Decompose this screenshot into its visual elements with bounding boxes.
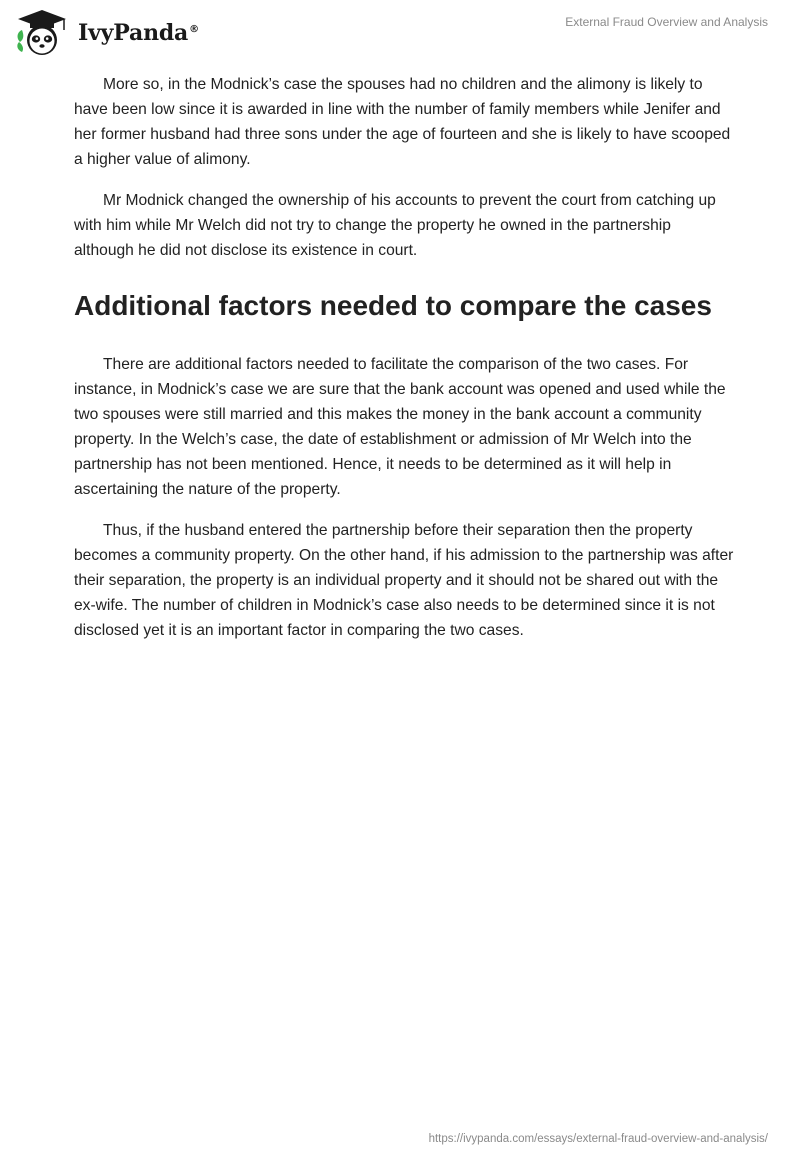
section-heading: Additional factors needed to compare the cases	[74, 290, 712, 321]
paragraph: Thus, if the husband entered the partnership before their separation then the property becomes a community property. On the other hand, if his admission to the partnership was after their separation, the property is an individual property and it should not be shared out with the ex-wife. The number of children in Modnick’s case also needs to be determined since it is not disclosed yet it is an important factor in comparing the two cases.	[74, 522, 734, 639]
ivypanda-logo[interactable]	[14, 8, 199, 58]
page-header	[0, 0, 800, 60]
source-url-link[interactable]: https://ivypanda.com/essays/external-fraud-overview-and-analysis/	[428, 1133, 768, 1145]
panda-logo-icon	[14, 8, 70, 58]
logo-text: IvyPanda®	[78, 20, 199, 46]
paragraph: There are additional factors needed to facilitate the comparison of the two cases. For instance, in Modnick’s case we are sure that the bank account was opened and used while the two spouses were still married and this makes the money in the bank account a community property. In the Welch’s case, the date of establishment or admission of Mr Welch into the partnership has not been mentioned. Hence, it needs to be determined as it will help in ascertaining the nature of the property.	[74, 356, 726, 498]
paragraph: Mr Modnick changed the ownership of his accounts to prevent the court from catching up with him while Mr Welch did not try to change the property he owned in the partnership although he did not disclose its existence in court.	[74, 192, 716, 259]
paragraph: More so, in the Modnick’s case the spouses had no children and the alimony is likely to have been low since it is awarded in line with the number of family members while Jenifer and her former husband had three sons under the age of fourteen and she is likely to have scooped a higher value of alimony.	[74, 76, 731, 168]
essay-content	[74, 72, 734, 659]
document-title: External Fraud Overview and Analysis	[565, 15, 768, 29]
